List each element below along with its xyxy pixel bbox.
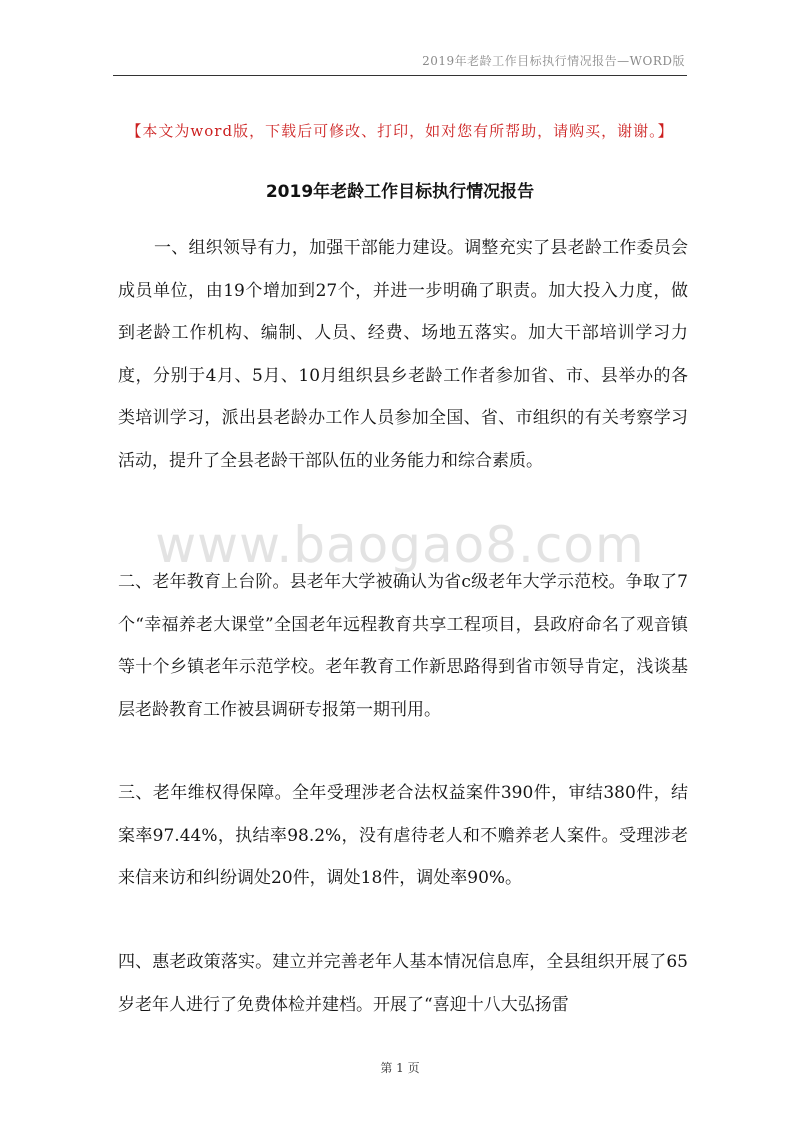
paragraph-education: 二、老年教育上台阶。县老年大学被确认为省c级老年大学示范校。争取了7个“幸福养老大课堂”全国老年远程教育共享工程项目，县政府命名了观音镇等十个乡镇老年示范学校。老年教育工作新思路得到省市领导肯定，浅谈基层老龄教育工作被县调研专报第一期刊用。 xyxy=(118,572,688,720)
document-title: 2019年老龄工作目标执行情况报告 xyxy=(265,182,535,202)
paragraph-organization: 一、组织领导有力，加强干部能力建设。调整充实了县老龄工作委员会成员单位，由19个增加到27个，并进一步明确了职责。加大投入力度，做到老龄工作机构、编制、人员、经费、场地五落实。加大干部培训学习力度，分别于4月、5月、10月组织县乡老龄工作者参加省、市、县举办的各类培训学习，派出县老龄办工作人员参加全国、省、市组织的有关考察学习活动，提升了全县老龄干部队伍的业务能力和综合素质。 xyxy=(118,238,688,471)
paragraph-policy: 四、惠老政策落实。建立并完善老年人基本情况信息库，全县组织开展了65岁老年人进行了免费体检并建档。开展了“喜迎十八大弘扬雷 xyxy=(118,952,688,1015)
paragraph-rights-protection: 三、老年维权得保障。全年受理涉老合法权益案件390件，审结380件，结案率97.44%，执结率98.2%，没有虐待老人和不赡养老人案件。受理涉老来信来访和纠纷调处20件，调处18件，调处率90%。 xyxy=(118,783,688,888)
header-divider xyxy=(113,75,687,76)
page-number: 第 1 页 xyxy=(380,1061,420,1075)
watermark: www.baogao8.com xyxy=(155,516,645,574)
running-header: 2019年老龄工作目标执行情况报告—WORD版 xyxy=(422,54,685,68)
download-notice: 【本文为word版，下载后可修改、打印，如对您有所帮助，请购买，谢谢。】 xyxy=(126,122,674,140)
